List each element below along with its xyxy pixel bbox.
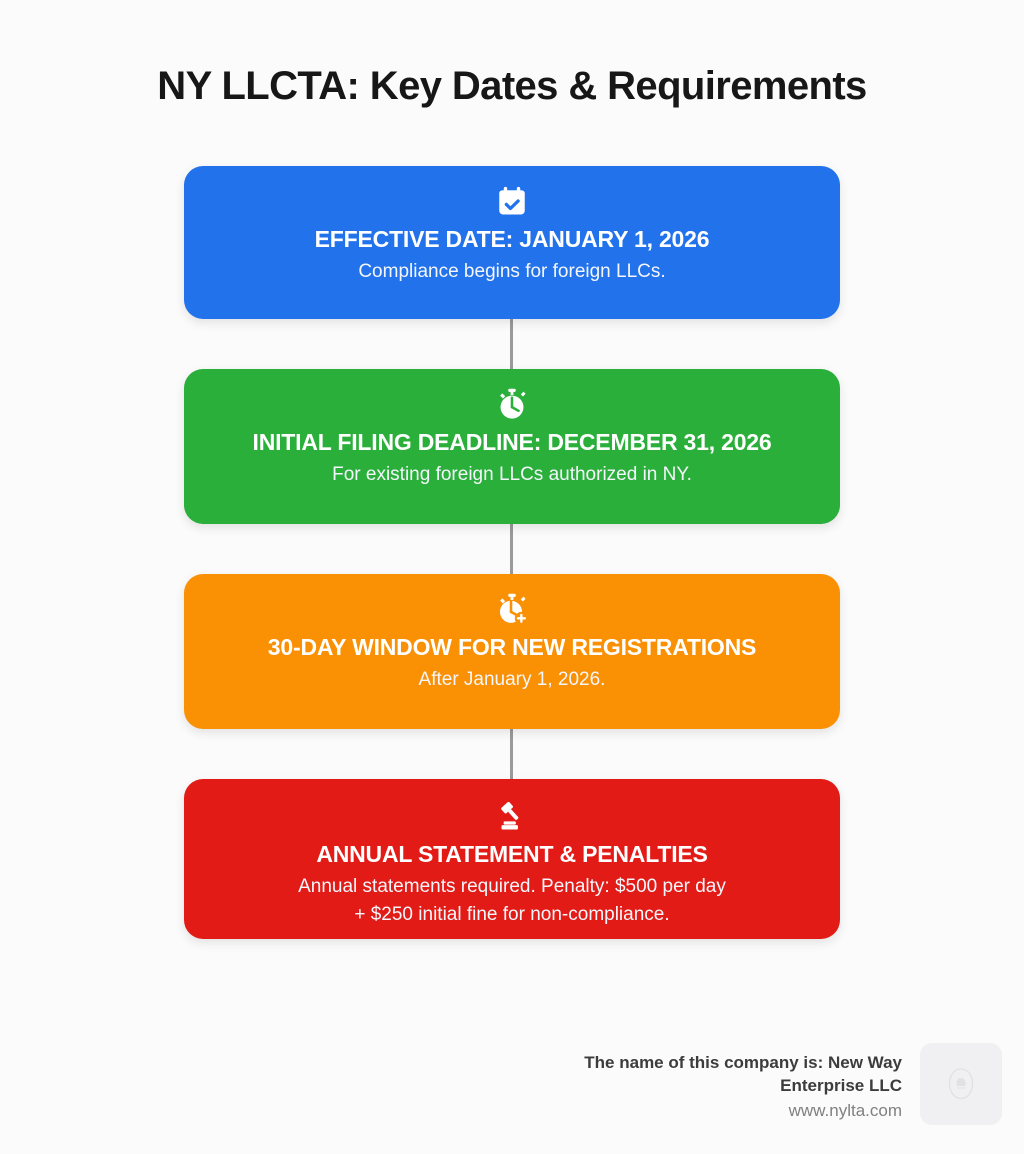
footer-company-line-1: The name of this company is: New Way (584, 1053, 902, 1072)
timeline-card-effective-date[interactable] (184, 166, 840, 319)
timeline-card-30-day-window[interactable] (184, 574, 840, 729)
timeline-card-annual-statement-penalties[interactable] (184, 779, 840, 939)
card-title: EFFECTIVE DATE: JANUARY 1, 2026 (314, 226, 710, 252)
card-title: INITIAL FILING DEADLINE: DECEMBER 31, 2026 (252, 429, 772, 455)
card-description: After January 1, 2026. (418, 669, 606, 690)
connector-line-2 (510, 524, 513, 574)
card-description-line-2: + $250 initial fine for non-compliance. (354, 904, 670, 925)
connector-line-1 (510, 319, 513, 369)
footer-website-url[interactable]: www.nylta.com (788, 1101, 902, 1120)
card-description (212, 873, 812, 929)
footer-company-name (562, 1051, 902, 1097)
stopwatch-plus-icon (495, 592, 529, 626)
timeline (184, 166, 840, 939)
stopwatch-icon (495, 387, 529, 421)
page-title: NY LLCTA: Key Dates & Requirements (157, 64, 867, 108)
footer-text-block (562, 1043, 902, 1123)
card-description-line-1: Annual statements required. Penalty: $500 per day (298, 876, 726, 897)
card-title: ANNUAL STATEMENT & PENALTIES (316, 841, 708, 867)
footer-logo-placeholder (920, 1043, 1002, 1125)
connector-line-3 (510, 729, 513, 779)
gavel-icon (495, 799, 529, 833)
timeline-card-initial-filing-deadline[interactable] (184, 369, 840, 524)
card-description: Compliance begins for foreign LLCs. (358, 261, 666, 282)
footer-company-line-2: Enterprise LLC (780, 1076, 902, 1095)
card-title: 30-DAY WINDOW FOR NEW REGISTRATIONS (267, 634, 757, 660)
calendar-check-icon (495, 184, 529, 218)
card-description: For existing foreign LLCs authorized in NY. (332, 464, 692, 485)
footer (562, 1043, 1002, 1125)
